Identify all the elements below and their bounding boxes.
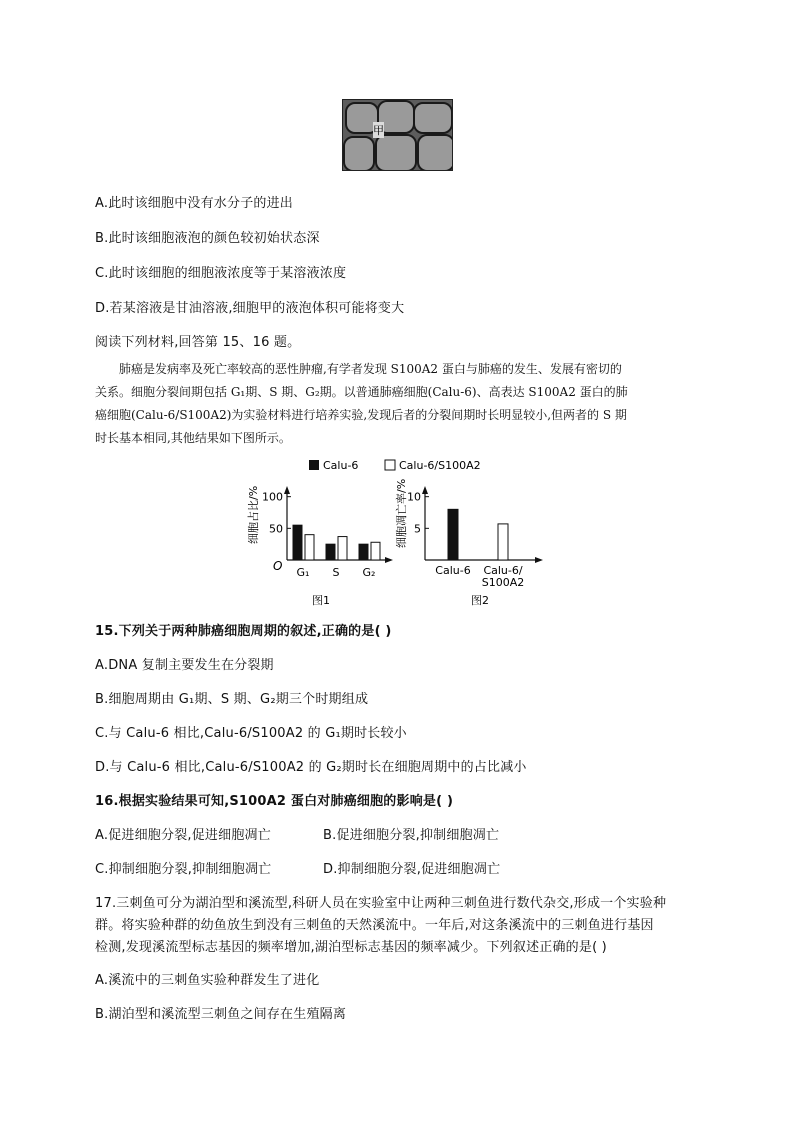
chart1-bar-s100a2-0 <box>305 535 314 560</box>
q15-option-d: D.与 Calu-6 相比,Calu-6/S100A2 的 G₂期时长在细胞周期中的占比减小 <box>95 760 527 775</box>
material-line-3: 癌细胞(Calu-6/S100A2)为实验材料进行培养实验,发现后者的分裂间期时长明显较小,但两者的 S 期 <box>95 408 627 422</box>
q17-stem-line-3: 检测,发现溪流型标志基因的频率增加,湖泊型标志基因的频率减少。下列叙述正确的是( ) <box>95 940 607 955</box>
chart2-x-arrow <box>535 557 543 563</box>
chart2-ylabel: 细胞凋亡率/% <box>395 478 408 548</box>
chart1-bar-calu6-2 <box>359 544 368 560</box>
chart2-bar-1 <box>498 524 508 560</box>
q16-option-a: A.促进细胞分裂,促进细胞凋亡 <box>95 828 271 843</box>
chart1-ytick-label-100: 100 <box>262 490 283 504</box>
material-paragraph <box>95 358 695 450</box>
q15-option-c: C.与 Calu-6 相比,Calu-6/S100A2 的 G₁期时长较小 <box>95 726 407 741</box>
chart1-bar-s100a2-1 <box>338 537 347 560</box>
chart2-xtick-label-0-0: Calu-6 <box>435 564 471 577</box>
q14-option-b: B.此时该细胞液泡的颜色较初始状态深 <box>95 231 320 246</box>
legend-swatch-s100a2 <box>385 460 395 470</box>
q17-stem-line-1: 17.三刺鱼可分为湖泊型和溪流型,科研人员在实验室中让两种三刺鱼进行数代杂交,形成一个实验种 <box>95 896 667 911</box>
q14-option-c: C.此时该细胞的细胞液浓度等于某溶液浓度 <box>95 266 347 281</box>
chart2-ytick-label-5: 5 <box>414 522 421 536</box>
cell-micrograph <box>342 99 453 171</box>
legend-label-s100a2: Calu-6/S100A2 <box>399 459 481 472</box>
q17-stem-line-2: 群。将实验种群的幼鱼放生到没有三刺鱼的天然溪流中。一年后,对这条溪流中的三刺鱼进行基因 <box>95 918 654 933</box>
chart1-title: 图1 <box>312 594 330 607</box>
material-line-1: 肺癌是发病率及死亡率较高的恶性肿瘤,有学者发现 S100A2 蛋白与肺癌的发生、发展有密切的 <box>119 362 622 376</box>
material-line-4: 时长基本相同,其他结果如下图所示。 <box>95 431 291 445</box>
chart1-bar-s100a2-2 <box>371 542 380 560</box>
material-line-2: 关系。细胞分裂间期包括 G₁期、S 期、G₂期。以普通肺癌细胞(Calu-6)、高表达 S100A2 蛋白的肺 <box>95 385 628 399</box>
q15-option-a: A.DNA 复制主要发生在分裂期 <box>95 658 274 673</box>
figure-charts <box>235 452 565 612</box>
chart1-bar-calu6-0 <box>293 525 302 560</box>
chart1-ylabel: 细胞占比/% <box>247 485 260 544</box>
chart1-y-arrow <box>284 486 290 494</box>
chart1-x-arrow <box>385 557 393 563</box>
q14-option-d: D.若某溶液是甘油溶液,细胞甲的液泡体积可能将变大 <box>95 301 405 316</box>
chart1-xtick-label-0: G₁ <box>296 566 310 579</box>
legend-label-calu6: Calu-6 <box>323 459 359 472</box>
q16-option-d: D.抑制细胞分裂,促进细胞凋亡 <box>323 862 501 877</box>
chart1-xtick-label-1: S <box>332 566 340 579</box>
q16-stem: 16.根据实验结果可知,S100A2 蛋白对肺癌细胞的影响是( ) <box>95 794 454 809</box>
q15-stem: 15.下列关于两种肺癌细胞周期的叙述,正确的是( ) <box>95 624 392 639</box>
chart2-ytick-label-10: 10 <box>407 490 421 504</box>
chart1-xtick-label-2: G₂ <box>362 566 376 579</box>
legend-swatch-calu6 <box>309 460 319 470</box>
q14-option-a: A.此时该细胞中没有水分子的进出 <box>95 196 293 211</box>
chart2-y-arrow <box>422 486 428 494</box>
q17-option-b: B.湖泊型和溪流型三刺鱼之间存在生殖隔离 <box>95 1007 347 1022</box>
chart1-ytick-label-50: 50 <box>269 522 283 536</box>
chart1-origin: O <box>273 559 283 573</box>
cell-label-jia: 甲 <box>373 124 384 137</box>
chart1-bar-calu6-1 <box>326 544 335 560</box>
q15-option-b: B.细胞周期由 G₁期、S 期、G₂期三个时期组成 <box>95 692 369 707</box>
reading-intro: 阅读下列材料,回答第 15、16 题。 <box>95 335 301 350</box>
q17-option-a: A.溪流中的三刺鱼实验种群发生了进化 <box>95 973 320 988</box>
chart2-xtick-label-1-1: S100A2 <box>481 576 525 589</box>
chart2-bar-0 <box>448 509 458 560</box>
q16-option-b: B.促进细胞分裂,抑制细胞凋亡 <box>323 828 500 843</box>
chart-cell-proportion <box>246 486 393 607</box>
q16-option-c: C.抑制细胞分裂,抑制细胞凋亡 <box>95 862 272 877</box>
chart2-title: 图2 <box>471 594 489 607</box>
chart-apoptosis-rate <box>394 479 543 607</box>
chart2-xtick-label-1-0: Calu-6/ <box>483 564 523 577</box>
